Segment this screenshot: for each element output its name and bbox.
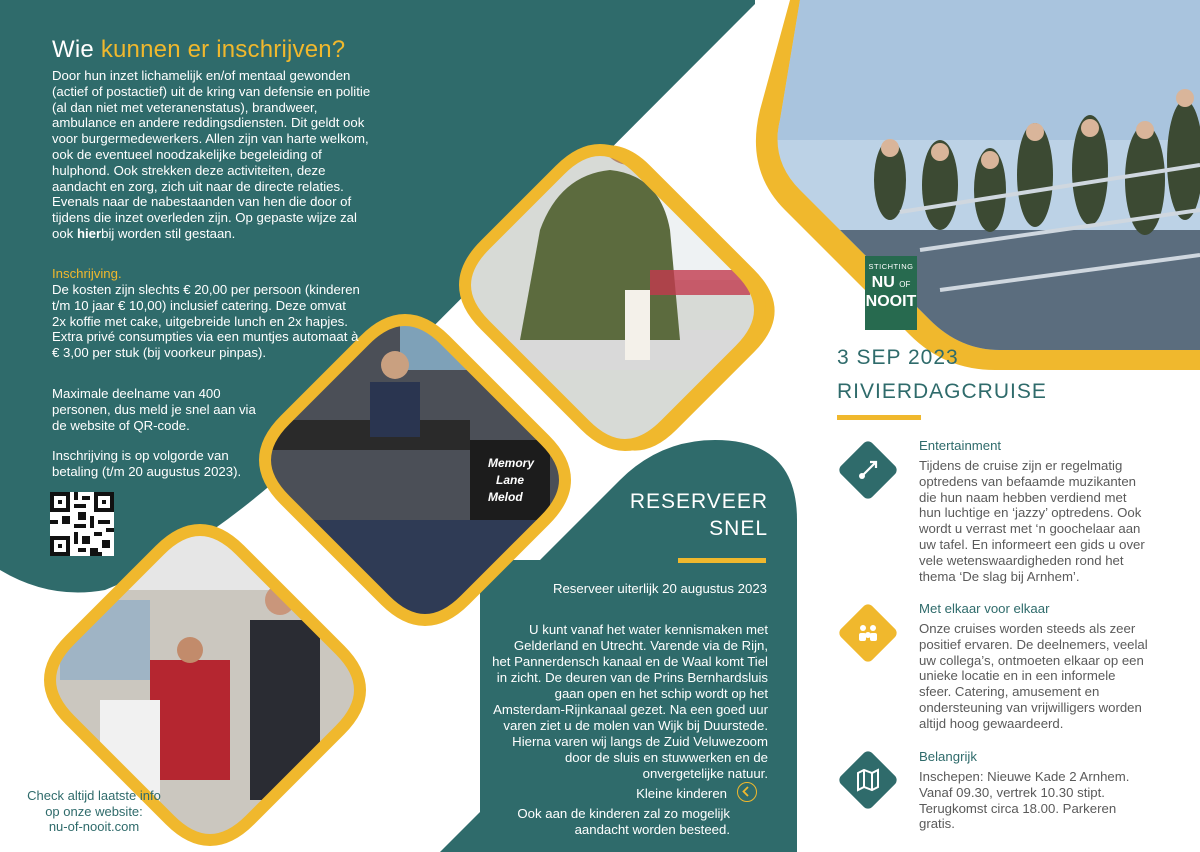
section-title-together: Met elkaar voor elkaar — [919, 601, 1050, 616]
check-info — [10, 788, 178, 835]
kids-label[interactable]: Kleine kinderen — [636, 786, 727, 801]
section-body-together: Onze cruises worden steeds als zeer positief ervaren. De deelnemers, veelal uw collega’s, ontmoeten elkaar op een unieke locatie en in een informele sfeer. Catering, amusement en ondersteuning van vrijwilligers worden altijd hoog gewaardeerd. — [919, 621, 1148, 731]
intro-text-2: bij worden stil gestaan. — [101, 225, 236, 241]
photo-sign — [488, 455, 538, 506]
logo-line-3: NOOIT — [865, 293, 917, 310]
logo-line-2 — [865, 274, 917, 293]
section-title-important: Belangrijk — [919, 749, 977, 764]
check-info-line-2: op onze website: — [45, 803, 143, 819]
rocket-icon — [837, 439, 899, 501]
section-body-important: Inschepen: Nieuwe Kade 2 Arnhem. Vanaf 09.30, vertrek 10.30 stipt. Terugkomst circa 18.00. Parkeren gratis. — [919, 769, 1130, 832]
photo-sign-line-2: Lane — [496, 473, 525, 487]
logo-nu: NU — [871, 274, 895, 291]
logo-line-1: STICHTING — [868, 262, 914, 271]
website-link[interactable]: nu-of-nooit.com — [48, 819, 140, 834]
logo-of: OF — [899, 280, 911, 289]
reserve-line-1: RESERVEER — [629, 490, 768, 513]
reserve-line-2: SNEL — [709, 517, 768, 540]
kids-body: Ook aan de kinderen zal zo mogelijk aandacht worden besteed. — [517, 806, 730, 837]
section-body-entertainment: Tijdens de cruise zijn er regelmatig optredens van befaamde muzikanten die hun naam hebben verdiend met hun luchtige en ‘jazzy’ optredens. Ook wordt u verrast met ‘n goochelaar aan uw tafel. En informeert een gids u over vele wetenswaardigheden rond het thema ‘De slag bij Arnhem’. — [919, 458, 1145, 584]
event-date: 3 SEP 2023 — [837, 346, 959, 369]
stichting-logo — [865, 256, 917, 330]
reserve-title — [588, 488, 768, 542]
registration-body: De kosten zijn slechts € 20,00 per persoon (kinderen t/m 10 jaar € 10,00) inclusief catering. Deze omvat 2x koffie met cake, uitgebreide lunch en 2x hapjes. Extra privé consumpties via een muntjes automaat à € 3,00 per stuk (bij voorkeur pinpas). — [52, 282, 360, 361]
qr-code[interactable] — [50, 492, 114, 556]
reserve-deadline: Reserveer uiterlijk 20 augustus 2023 — [552, 581, 767, 596]
heading-part-2: kunnen er inschrijven? — [100, 36, 346, 63]
max-participants-text: Maximale deelname van 400 personen, dus meld je snel aan via de website of QR-code. — [52, 386, 256, 433]
map-icon — [837, 749, 899, 811]
left-heading — [52, 36, 345, 64]
registration-title: Inschrijving. — [52, 266, 122, 281]
cruise-name: RIVIERDAGCRUISE — [837, 380, 1047, 403]
intro-paragraph — [52, 68, 372, 242]
cruise-story: U kunt vanaf het water kennismaken met Gelderland en Utrecht. Varende via de Rijn, het Pannerdensch kanaal en de Waal komt Tiel in zicht. De deuren van de Prins Bernhardsluis gaan open en het schip wordt op het Amsterdam-Rijnkanaal gezet. Na een goed uur varen ziet u de molen van Wijk bij Duurstede. Hierna varen wij langs de Zuid Veluwezoom door de sluis en stuwwerken en de onvergetelijke natuur. — [492, 622, 768, 781]
people-icon — [837, 602, 899, 664]
cruise-divider — [837, 415, 921, 420]
intro-hier: hier — [76, 225, 102, 241]
photo-sign-line-3: Melod — [488, 490, 523, 504]
check-info-line-1: Check altijd laatste info — [27, 788, 161, 803]
reserve-divider — [678, 558, 766, 563]
intro-text-1: Door hun inzet lichamelijk en/of mentaal gewonden (actief of postactief) uit de kring van defensie en politie (al dan niet met veteranenstatus), brandweer, ambulance en andere reddingsdiensten. Dit geldt ook voor burgermedewerkers. Allen zijn van harte welkom, ook de eventueel noodzakelijke begeleiding of hulphond. Ook strekken deze activiteiten, deze aandacht en zorg, zich uit naar de directe relaties. Evenals naar de nabestaanden van hen die door of tijdens die inzet overleden zijn. Op gepaste wijze zal ook — [52, 68, 371, 241]
section-title-entertainment: Entertainment — [919, 438, 1002, 453]
chevron-left-icon[interactable] — [737, 782, 757, 802]
photo-sign-line-1: Memory — [488, 456, 535, 470]
order-text: Inschrijving is op volgorde van betaling (t/m 20 augustus 2023). — [52, 448, 242, 479]
heading-part-1: Wie — [52, 36, 101, 63]
